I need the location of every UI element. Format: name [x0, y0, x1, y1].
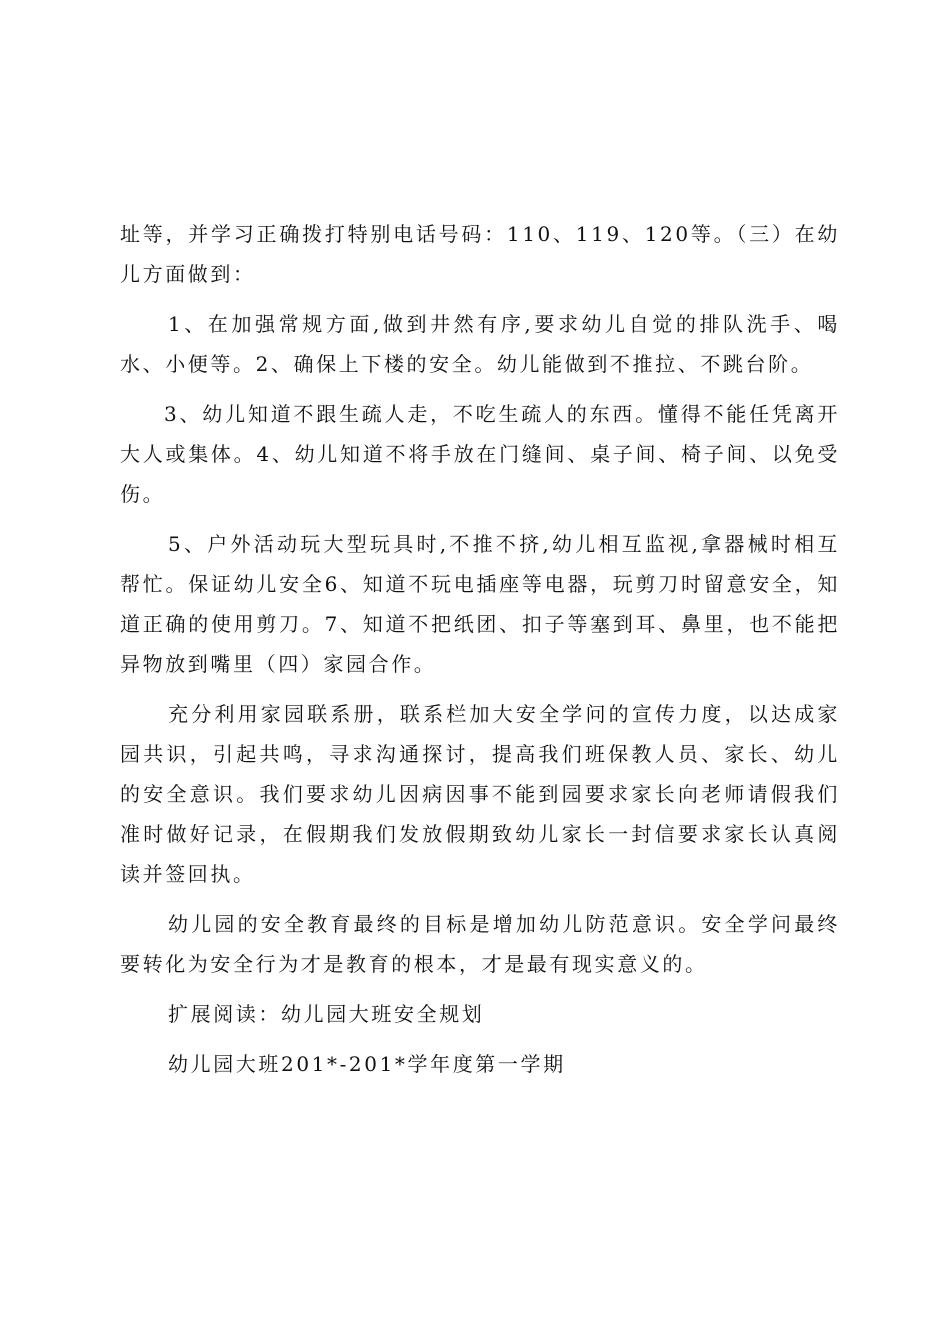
paragraph-routine-rules: 1、在加强常规方面,做到井然有序,要求幼儿自觉的排队洗手、喝水、小便等。2、确保上下楼的安全。幼儿能做到不推拉、不跳台阶。: [120, 312, 840, 376]
paragraph-stranger-safety: 3、幼儿知道不跟生疏人走，不吃生疏人的东西。懂得不能任凭离开大人或集体。4、幼儿知道不将手放在门缝间、桌子间、椅子间、以免受伤。: [120, 402, 840, 506]
paragraph-extended-reading: 扩展阅读：幼儿园大班安全规划: [168, 1002, 485, 1026]
paragraph-outdoor-safety: 5、户外活动玩大型玩具时,不推不挤,幼儿相互监视,拿器械时相互帮忙。保证幼儿安全6、知道不玩电插座等电器，玩剪刀时留意安全，知道正确的使用剪刀。7、知道不把纸团、扣子等塞到耳、鼻里，也不能把异物放到嘴里（四）家园合作。: [120, 532, 840, 676]
paragraph-summary: 幼儿园的安全教育最终的目标是增加幼儿防范意识。安全学问最终要转化为安全行为才是教育的根本，才是最有现实意义的。: [120, 912, 840, 976]
paragraph-continuation: 址等，并学习正确拨打特别电话号码：110、119、120等。（三）在幼儿方面做到：: [120, 222, 840, 286]
paragraph-home-school: 充分利用家园联系册，联系栏加大安全学问的宣传力度，以达成家园共识，引起共鸣，寻求沟通探讨，提高我们班保教人员、家长、幼儿的安全意识。我们要求幼儿因病因事不能到园要求家长向老师请假我们准时做好记录，在假期我们发放假期致幼儿家长一封信要求家长认真阅读并签回执。: [120, 702, 840, 886]
document-body: [120, 214, 840, 1084]
paragraph-semester-heading: 幼儿园大班201*-201*学年度第一学期: [168, 1052, 566, 1076]
